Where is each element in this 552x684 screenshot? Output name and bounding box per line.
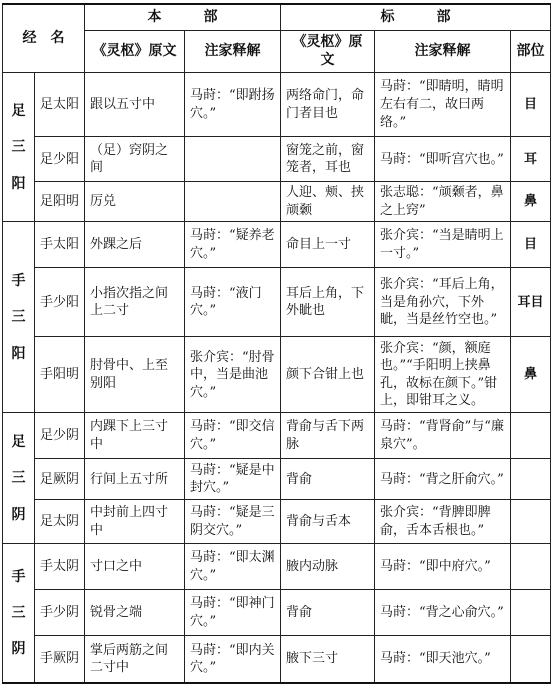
- meridian-name: 手厥阴: [35, 636, 85, 683]
- biao-ben-table: [2, 3, 551, 684]
- biao-lingshu-text: 腋内动脉: [281, 544, 375, 590]
- header-ben-lingshu: 《灵枢》原文: [85, 30, 185, 73]
- site: [511, 544, 551, 590]
- biao-commentary: 张志聪：“颃颡者，鼻之上窍”: [375, 182, 511, 222]
- meridian-name: 手太阳: [35, 222, 85, 268]
- meridian-name: 足厥阴: [35, 459, 85, 500]
- table-row: [3, 182, 551, 222]
- site: [511, 459, 551, 500]
- biao-lingshu-text: 颜下合钳上也: [281, 337, 375, 413]
- biao-lingshu-text: 背俞与舌本: [281, 500, 375, 544]
- ben-commentary: 马莳：“即内关穴。”: [185, 636, 281, 683]
- table-row: [3, 137, 551, 182]
- ben-commentary: 马莳：“即神门穴。”: [185, 590, 281, 636]
- biao-commentary: 马莳：“即睛明，睛明左右有二，故曰两络。”: [375, 73, 511, 137]
- ben-lingshu-text: 肘骨中、上至别阳: [85, 337, 185, 413]
- meridian-name: 足少阴: [35, 413, 85, 459]
- site: 鼻: [511, 337, 551, 413]
- table-row: [3, 500, 551, 544]
- site: 目: [511, 73, 551, 137]
- table-row: [3, 222, 551, 268]
- group-label: 手 三 阳: [3, 222, 35, 413]
- group-label: 足 三 阳: [3, 73, 35, 222]
- ben-lingshu-text: 行间上五寸所: [85, 459, 185, 500]
- group-label: 足 三 阴: [3, 413, 35, 544]
- meridian-name: 手少阳: [35, 268, 85, 337]
- header-meridian-name: 经 名: [3, 4, 85, 73]
- ben-commentary: 张介宾：“肘骨中，当是曲池穴。”: [185, 337, 281, 413]
- ben-commentary: 马莳：“疑是中封穴。”: [185, 459, 281, 500]
- ben-lingshu-text: 掌后两筋之间二寸中: [85, 636, 185, 683]
- ben-commentary: 马莳：“疑是三阴交穴。”: [185, 500, 281, 544]
- biao-lingshu-text: 腋下三寸: [281, 636, 375, 683]
- header-biao: 标 部: [281, 4, 551, 30]
- header-site: 部位: [511, 30, 551, 73]
- table-row: [3, 268, 551, 337]
- site: 鼻: [511, 182, 551, 222]
- ben-lingshu-text: 跟以五寸中: [85, 73, 185, 137]
- biao-commentary: 张介宾：“当是睛明上一寸。”: [375, 222, 511, 268]
- site: [511, 636, 551, 683]
- biao-commentary: 马莳：“背之肝俞穴。”: [375, 459, 511, 500]
- ben-commentary: 马莳：“即太渊穴。”: [185, 544, 281, 590]
- biao-commentary: 马莳：“背肾俞”与“廉泉穴”。: [375, 413, 511, 459]
- biao-commentary: 张介宾：“背脾即脾俞，舌本舌根也。”: [375, 500, 511, 544]
- header-biao-commentary: 注家释解: [375, 30, 511, 73]
- ben-lingshu-text: 厉兑: [85, 182, 185, 222]
- ben-lingshu-text: （足）窍阴之间: [85, 137, 185, 182]
- site: 耳目: [511, 268, 551, 337]
- site: 耳: [511, 137, 551, 182]
- table-row: [3, 337, 551, 413]
- table-row: [3, 544, 551, 590]
- meridian-name: 手阳明: [35, 337, 85, 413]
- ben-commentary: 马莳：“液门穴。”: [185, 268, 281, 337]
- ben-lingshu-text: 寸口之中: [85, 544, 185, 590]
- site: [511, 590, 551, 636]
- biao-lingshu-text: 耳后上角，下外眦也: [281, 268, 375, 337]
- meridian-name: 手太阴: [35, 544, 85, 590]
- table-row: [3, 590, 551, 636]
- ben-lingshu-text: 内踝下上三寸中: [85, 413, 185, 459]
- ben-commentary: [185, 182, 281, 222]
- site: [511, 500, 551, 544]
- table-row: [3, 73, 551, 137]
- meridian-name: 足少阳: [35, 137, 85, 182]
- group-label: 手 三 阴: [3, 544, 35, 683]
- meridian-name: 手少阴: [35, 590, 85, 636]
- biao-commentary: 张介宾：“耳后上角，当是角孙穴，下外眦，当是丝竹空也。”: [375, 268, 511, 337]
- meridian-name: 足太阳: [35, 73, 85, 137]
- header-biao-lingshu: 《灵枢》原文: [281, 30, 375, 73]
- biao-lingshu-text: 窗笼之前，窗笼者，耳也: [281, 137, 375, 182]
- site: 目: [511, 222, 551, 268]
- biao-lingshu-text: 两络命门，命门者目也: [281, 73, 375, 137]
- biao-commentary: 马莳：“即中府穴。”: [375, 544, 511, 590]
- table-row: [3, 459, 551, 500]
- biao-commentary: 马莳：“即天池穴。”: [375, 636, 511, 683]
- table-row: [3, 636, 551, 683]
- ben-lingshu-text: 锐骨之端: [85, 590, 185, 636]
- biao-commentary: 马莳：“背之心俞穴。”: [375, 590, 511, 636]
- ben-commentary: [185, 137, 281, 182]
- ben-lingshu-text: 中封前上四寸中: [85, 500, 185, 544]
- meridian-name: 足太阴: [35, 500, 85, 544]
- biao-lingshu-text: 背俞: [281, 459, 375, 500]
- table-body: [3, 73, 551, 683]
- site: [511, 413, 551, 459]
- biao-lingshu-text: 背俞与舌下两脉: [281, 413, 375, 459]
- ben-lingshu-text: 小指次指之间上二寸: [85, 268, 185, 337]
- biao-commentary: 马莳：“即听宫穴也。”: [375, 137, 511, 182]
- biao-commentary: 张介宾：“颜，额庭也。”“手阳明上挟鼻孔，故标在颜下。”钳上，即钳耳之义。: [375, 337, 511, 413]
- ben-commentary: 马莳：“即跗扬穴。”: [185, 73, 281, 137]
- ben-commentary: 马莳：“即交信穴。”: [185, 413, 281, 459]
- ben-lingshu-text: 外踝之后: [85, 222, 185, 268]
- biao-lingshu-text: 人迎、颊、挟颃颡: [281, 182, 375, 222]
- biao-lingshu-text: 命目上一寸: [281, 222, 375, 268]
- meridian-name: 足阳明: [35, 182, 85, 222]
- ben-commentary: 马莳：“疑养老穴。”: [185, 222, 281, 268]
- header-ben-commentary: 注家释解: [185, 30, 281, 73]
- table-row: [3, 413, 551, 459]
- biao-lingshu-text: 背俞: [281, 590, 375, 636]
- header-ben: 本 部: [85, 4, 281, 30]
